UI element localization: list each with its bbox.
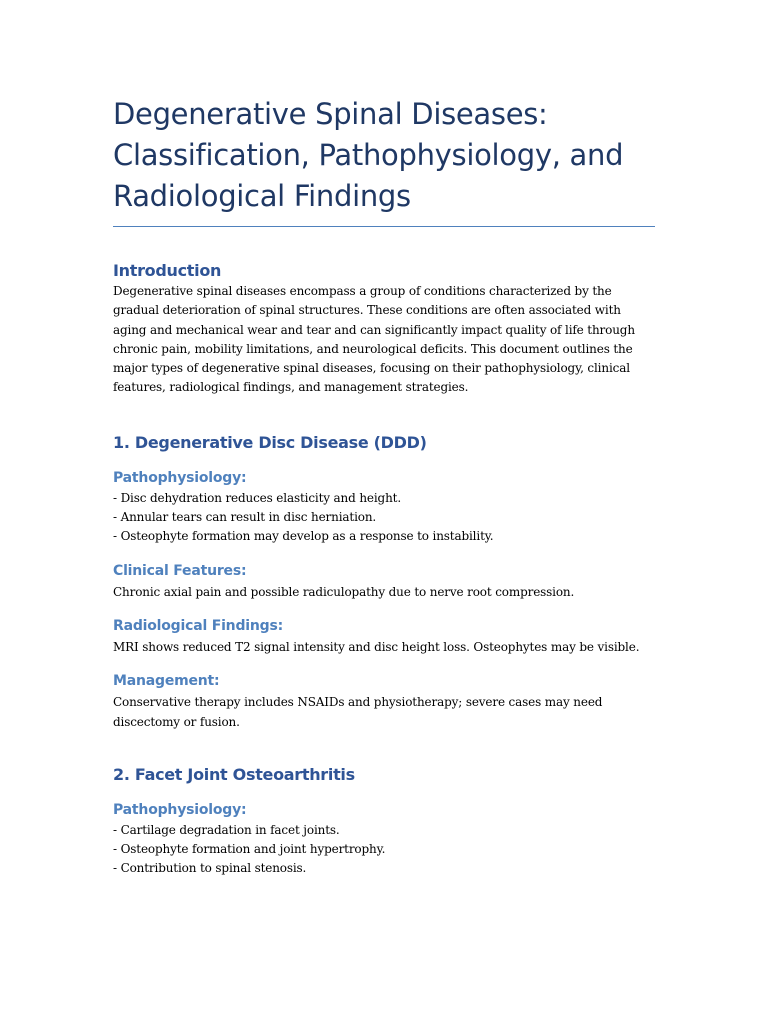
list-item: - Annular tears can result in disc herniation. [113,510,377,525]
ddd-management-text: Conservative therapy includes NSAIDs and physiotherapy; severe cases may need discectomy or fusion. [113,695,603,729]
section-heading-ddd: 1. Degenerative Disc Disease (DDD) [113,432,427,452]
list-item: - Contribution to spinal stenosis. [113,861,307,876]
list-item: - Osteophyte formation may develop as a response to instability. [113,529,494,544]
title-divider [113,226,655,227]
ddd-clinical-heading: Clinical Features: [113,562,247,579]
ddd-radiological-text: MRI shows reduced T2 signal intensity and disc height loss. Osteophytes may be visible. [113,639,640,654]
section-ddd [113,433,655,732]
introduction-text: Degenerative spinal diseases encompass a group of conditions characterized by the gradual deterioration of spinal structures. These conditions are often associated with aging and mechanical wear and tear and can significantly impact quality of life through chronic pain, mobility limitations, and neurological deficits. This document outlines the major types of degenerative spinal diseases, focusing on their pathophysiology, clinical features, radiological findings, and management strategies. [113,284,635,395]
facet-pathophysiology-list [113,821,655,879]
section-facet-joint [113,765,655,879]
document-page [113,94,655,879]
facet-pathophysiology-heading: Pathophysiology: [113,801,247,818]
ddd-pathophysiology-list [113,489,655,547]
ddd-management-heading: Management: [113,673,220,690]
list-item: - Osteophyte formation and joint hypertrophy. [113,842,386,857]
ddd-pathophysiology-heading: Pathophysiology: [113,469,247,486]
document-title: Degenerative Spinal Diseases: Classification, Pathophysiology, and Radiological Findings [113,97,624,213]
ddd-clinical-text: Chronic axial pain and possible radiculopathy due to nerve root compression. [113,584,575,599]
section-heading-facet-joint: 2. Facet Joint Osteoarthritis [113,764,355,784]
ddd-radiological-heading: Radiological Findings: [113,617,283,634]
list-item: - Cartilage degradation in facet joints. [113,822,340,837]
introduction-section [113,261,655,398]
introduction-heading: Introduction [113,261,222,280]
list-item: - Disc dehydration reduces elasticity and height. [113,490,401,505]
